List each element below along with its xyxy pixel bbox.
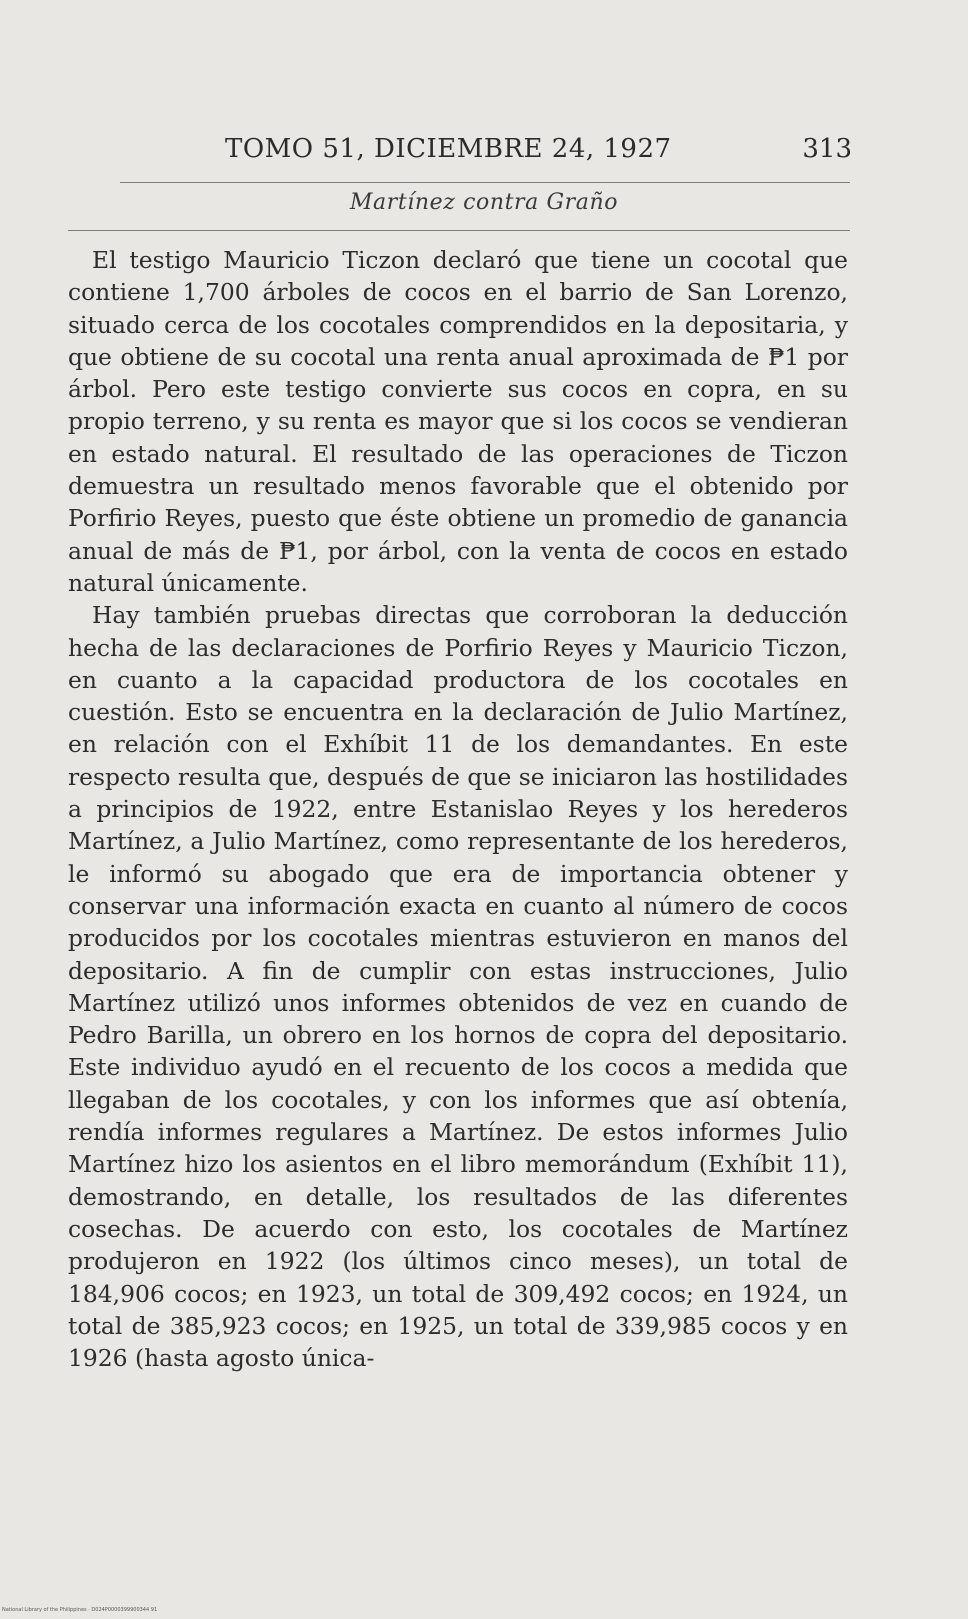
body-text [68, 244, 848, 1374]
case-title: Martínez contra Graño [349, 190, 619, 215]
paragraph-1: El testigo Mauricio Ticzon declaró que tiene un cocotal que contiene 1,700 árboles de cocos en el barrio de San Lorenzo, situado cerca de los cocotales comprendidos en la depositaria, y que obtiene de su cocotal una renta anual aproximada de ₱1 por árbol. Pero este testigo convierte sus cocos en copra, en su propio terreno, y su renta es mayor que si los cocos se vendieran en estado natural. El resultado de las operaciones de Ticzon demuestra un resultado menos favorable que el obtenido por Porfirio Reyes, puesto que éste obtiene un promedio de ganancia anual de más de ₱1, por árbol, con la venta de cocos en estado natural únicamente. [68, 246, 848, 597]
header-rule-top [120, 182, 850, 183]
header-rule-bottom [68, 230, 850, 231]
page-number: 313 [802, 134, 852, 164]
page-header [0, 128, 968, 168]
paragraph-2: Hay también pruebas directas que corroboran la deducción hecha de las declaraciones de Porfirio Reyes y Mauricio Ticzon, en cuanto a la capacidad productora de los cocotales en cuestión. Esto se encuentra en la declaración de Julio Martínez, en relación con el Exhíbit 11 de los demandantes. En este respecto resulta que, después de que se iniciaron las hostilidades a principios de 1922, entre Estanislao Reyes y los herederos Martínez, a Julio Martínez, como representante de los herederos, le informó su abogado que era de importancia obtener y conservar una información exacta en cuanto al número de cocos producidos por los cocotales mientras estuvieron en manos del depositario. A fin de cumplir con estas instrucciones, Julio Martínez utilizó unos informes obtenidos de vez en cuando de Pedro Barilla, un obrero en los hornos de copra del depositario. Este individuo ayudó en el recuento de los cocos a medida que llegaban de los cocotales, y con los informes que así obtenía, rendía informes regulares a Martínez. De estos informes Julio Martínez hizo los asientos en el libro memorándum (Exhíbit 11), demostrando, en detalle, los resultados de las diferentes cosechas. De acuerdo con esto, los cocotales de Martínez produjeron en 1922 (los últimos cinco meses), un total de 184,906 cocos; en 1923, un total de 309,492 cocos; en 1924, un total de 385,923 cocos; en 1925, un total de 339,985 cocos y en 1926 (hasta agosto única- [68, 601, 848, 1373]
running-head: TOMO 51, DICIEMBRE 24, 1927 [225, 134, 672, 164]
scan-footer-note: National Library of the Philippines · D024P0000399900344 91 [2, 1607, 158, 1613]
